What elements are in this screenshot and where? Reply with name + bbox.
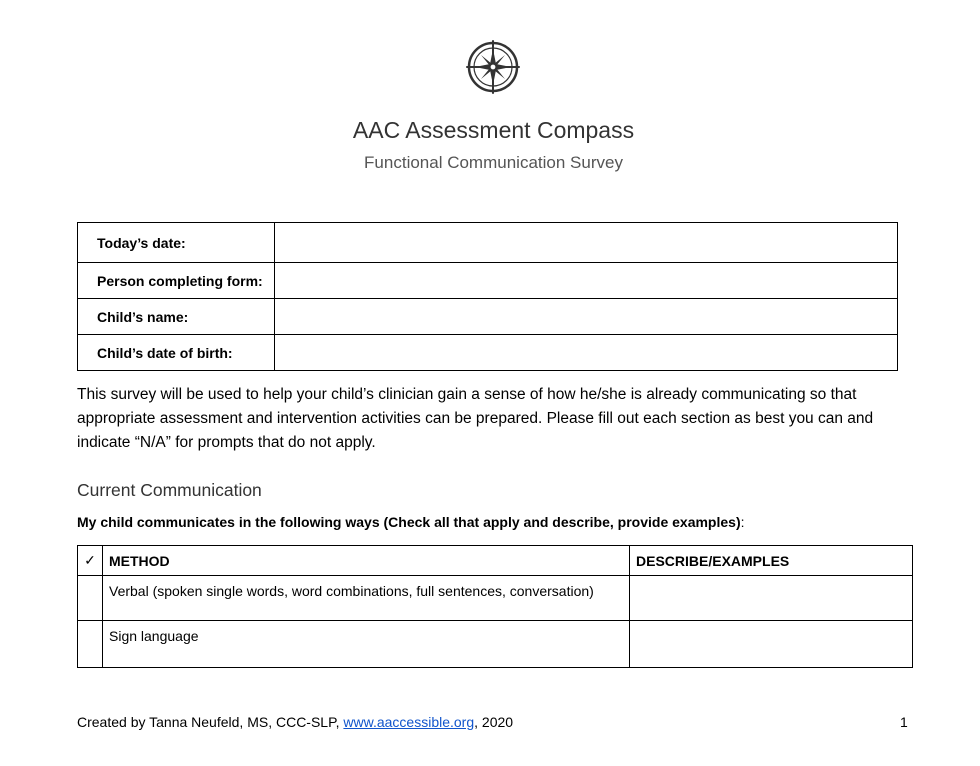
table-row <box>78 299 898 335</box>
verbal-checkbox-cell[interactable] <box>78 576 103 621</box>
person-completing-label: Person completing form: <box>78 263 275 299</box>
check-column-header: ✓ <box>78 546 103 576</box>
page-subtitle: Functional Communication Survey <box>364 153 623 172</box>
child-name-field[interactable] <box>275 299 898 335</box>
table-row <box>78 621 913 668</box>
table-row <box>78 576 913 621</box>
method-column-header: METHOD <box>103 546 630 576</box>
section-heading: Current Communication <box>77 480 262 500</box>
verbal-method-cell: Verbal (spoken single words, word combinations, full sentences, conversation) <box>103 576 630 621</box>
methods-table <box>77 545 913 668</box>
page-number: 1 <box>900 714 908 730</box>
page-title: AAC Assessment Compass <box>352 117 635 143</box>
info-table <box>77 222 898 371</box>
intro-paragraph: This survey will be used to help your child’s clinician gain a sense of how he/she is already communicating so that appropriate assessment and intervention activities can be prepared. Please fill out each section as best you can and indicate “N/A” for prompts that do not apply. <box>77 386 874 451</box>
child-dob-label: Child’s date of birth: <box>78 335 275 371</box>
table-header-row <box>78 546 913 576</box>
section-instruction <box>77 514 745 530</box>
instruction-colon: : <box>740 514 745 530</box>
sign-language-checkbox-cell[interactable] <box>78 621 103 668</box>
describe-column-header: DESCRIBE/EXAMPLES <box>630 546 913 576</box>
todays-date-field[interactable] <box>275 223 898 263</box>
todays-date-label: Today’s date: <box>78 223 275 263</box>
person-completing-field[interactable] <box>275 263 898 299</box>
sign-language-method-cell: Sign language <box>103 621 630 668</box>
table-row <box>78 223 898 263</box>
child-dob-field[interactable] <box>275 335 898 371</box>
table-row <box>78 335 898 371</box>
footer-suffix: , 2020 <box>474 714 514 730</box>
footer-credit <box>77 714 513 730</box>
footer-prefix: Created by Tanna Neufeld, MS, CCC-SLP, <box>77 714 344 730</box>
instruction-text: My child communicates in the following ways (Check all that apply and describe, provide examples) <box>77 514 741 530</box>
child-name-label: Child’s name: <box>78 299 275 335</box>
table-row <box>78 263 898 299</box>
footer-link[interactable]: www.aaccessible.org <box>343 714 475 730</box>
verbal-describe-field[interactable] <box>630 576 913 621</box>
compass-icon <box>466 40 520 94</box>
sign-language-describe-field[interactable] <box>630 621 913 668</box>
